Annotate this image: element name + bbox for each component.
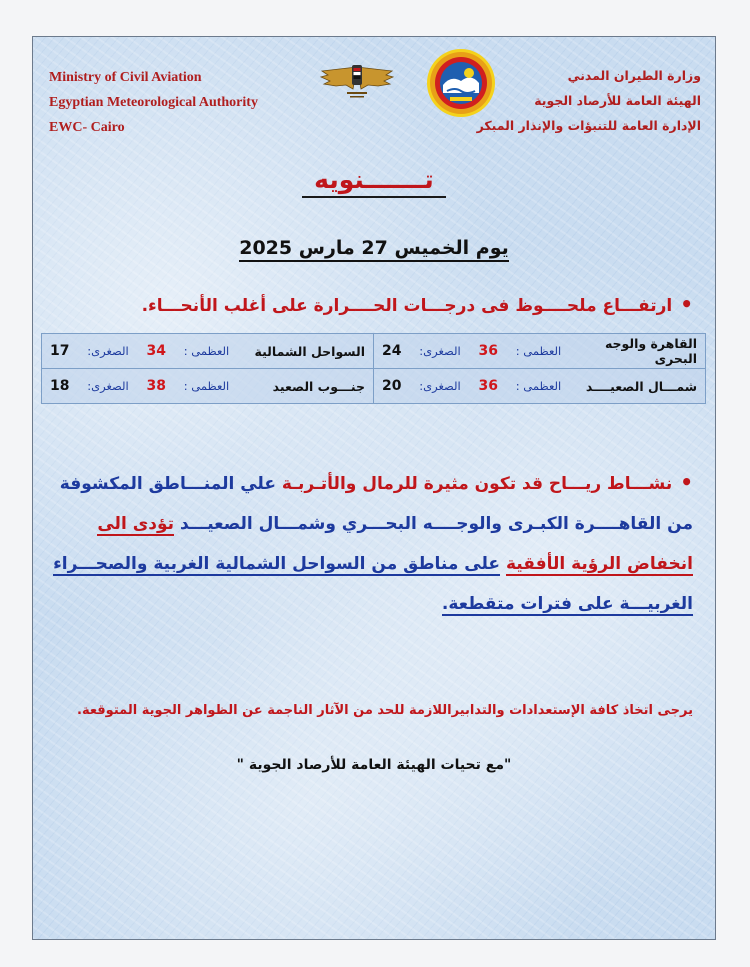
temperature-bullet-text: ارتفـــاع ملحــــوظ فى درجـــات الحــــرارة على أغلب الأنحـــاء.: [141, 296, 673, 316]
table-row: [42, 369, 706, 404]
ministry-name-ar: وزارة الطيران المدني: [567, 68, 701, 83]
affected-areas-text: علي المنـــاطق المكشوفة من القاهــــرة الكبـرى والوجــــه البحـــري وشمـــال الصعيـــد: [59, 474, 693, 534]
bullet-icon: •: [680, 292, 693, 316]
region-name: السواحل الشمالية: [254, 343, 365, 359]
max-value: 36: [478, 378, 498, 394]
authority-name-en: Egyptian Meteorological Authority: [49, 95, 258, 110]
temperature-bullet: [142, 292, 693, 316]
region-name: شمـــال الصعيــــد: [585, 378, 697, 394]
min-value: 18: [50, 378, 70, 394]
max-label: العظمى :: [515, 379, 562, 393]
title-text: تـــــــنويه: [302, 165, 446, 198]
region-name: القاهرة والوجه البحرى: [604, 336, 697, 366]
table-cell: [374, 369, 706, 404]
center-name-en: EWC- Cairo: [49, 120, 125, 135]
ministry-name-en: Ministry of Civil Aviation: [49, 70, 202, 85]
table-cell: [42, 369, 374, 404]
ministry-wings-logo: [318, 59, 396, 107]
visibility-areas-text: على مناطق من السواحل الشمالية الغربية والصحـــراء الغربيـــة على فترات متقطعة.: [53, 554, 693, 614]
max-label: العظمى :: [183, 344, 230, 358]
page-title: [33, 165, 715, 194]
table-row: [42, 334, 706, 369]
min-value: 20: [382, 378, 402, 394]
visibility-text: تؤدى الى انخفاض الرؤية الأفقية: [97, 514, 693, 574]
max-value: 36: [478, 343, 498, 359]
center-name-ar: الإدارة العامة للتنبؤات والإنذار المبكر: [476, 118, 701, 133]
max-value: 38: [146, 378, 166, 394]
max-label: العظمى :: [183, 379, 230, 393]
precaution-notice: يرجى اتخاذ كافة الإستعدادات والتدابيراللازمة للحد من الآثار الناجمة عن الظواهر الجوية المتوقعة.: [77, 703, 693, 718]
table-cell: [374, 334, 706, 369]
min-label: الصغرى:: [419, 379, 461, 393]
notice-sheet: [32, 36, 716, 940]
min-value: 24: [382, 343, 402, 359]
closing-regards: "مع تحيات الهيئة العامة للأرصاد الجوية ": [236, 757, 512, 773]
min-value: 17: [50, 343, 70, 359]
temperature-table: [41, 333, 706, 404]
header-arabic: [477, 63, 701, 138]
wind-warning-paragraph: [43, 462, 693, 624]
bullet-icon: •: [680, 470, 693, 494]
authority-name-ar: الهيئة العامة للأرصاد الجوية: [534, 93, 701, 108]
header-english: [49, 65, 258, 140]
min-label: الصغرى:: [87, 344, 129, 358]
max-value: 34: [146, 343, 166, 359]
wind-activity-text: نشـــاط ريـــاح قد تكون مثيرة للرمال والأتـربـة: [281, 474, 673, 494]
region-name: جنـــوب الصعيد: [272, 378, 365, 394]
table-cell: [42, 334, 374, 369]
date-text: يوم الخميس 27 مارس 2025: [239, 237, 509, 262]
max-label: العظمى :: [515, 344, 562, 358]
min-label: الصغرى:: [87, 379, 129, 393]
min-label: الصغرى:: [419, 344, 461, 358]
date-heading: [33, 237, 715, 259]
